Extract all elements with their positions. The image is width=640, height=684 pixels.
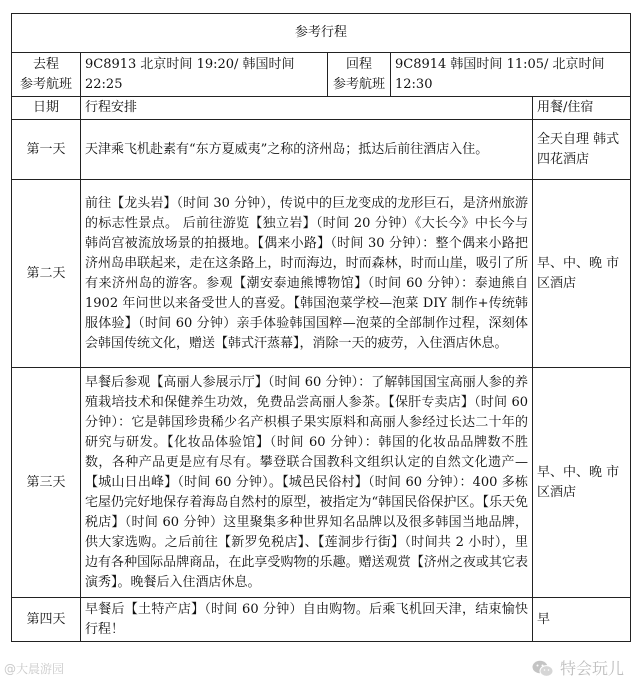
- day-label: 第四天: [12, 598, 81, 642]
- watermark-right-text: 特会玩儿: [559, 659, 624, 678]
- watermark-left: @大晨游园: [4, 662, 65, 676]
- return-label-line1: 回程: [345, 56, 372, 72]
- table-row: [12, 180, 631, 368]
- table-row: [12, 598, 631, 642]
- watermark-right: [532, 658, 624, 680]
- header-meals: 用餐/住宿: [533, 97, 631, 120]
- day-schedule: 早餐后参观【高丽人参展示厅】（时间 60 分钟）：了解韩国国宝高丽人参的养殖栽培技术和保健养生功效，免费品尝高丽人参茶。【保肝专卖店】（时间 60 分钟）：它是韩国珍贵稀少名产枳椇子果实原料和高丽人参经过长达二十年的研究与研发。【化妆品体验馆】（时间 60 分钟）：韩国的化妆品品牌数不胜数，各种产品更是应有尽有。攀登联合国教科文组织认定的自然文化遗产—【城山日出峰】（时间 60 分钟）。【城邑民俗村】（时间 60 分钟）：400 多栋宅屋仍完好地保存着海岛自然村的原型，被指定为“韩国民俗保护区。【乐天免税店】（时间 60 分钟）这里聚集多种世界知名品牌以及很多韩国当地品牌，供大家选购。之后前往【新罗免税店】、【莲洞步行街】（时间共 2 小时），里边有各种国际品牌商品，在此享受购物的乐趣。赠送观赏【济州之夜或其它表演秀】。晚餐后入住酒店休息。: [81, 368, 533, 598]
- header-date: 日期: [12, 97, 81, 120]
- header-row: [12, 97, 631, 120]
- day-schedule: 前往【龙头岩】（时间 30 分钟），传说中的巨龙变成的龙形巨石，是济州旅游的标志性景点。 后前往游览【独立岩】（时间 20 分钟）《大长今》中长今与韩尚宫被流放场景的拍摄地。【偶来小路】（时间 30 分钟）：整个偶来小路把济州岛串联起来，走在这条路上，时而海边，时而森林，时而山崖，吸引了所有来济州岛的游客。参观【潮安泰迪熊博物馆】（时间 60 分钟）：泰迪熊自 1902 年问世以来备受世人的喜爱。【韩国泡菜学校—泡菜 DIY 制作+传统韩服体验】（时间 60 分钟）亲手体验韩国国粹—泡菜的全部制作过程，深刻体会韩国传统文化，赠送【韩式汗蒸幕】，消除一天的疲劳，入住酒店休息。: [81, 180, 533, 368]
- title-row: [12, 14, 631, 53]
- outbound-label: [12, 53, 81, 97]
- itinerary-table: [11, 13, 631, 642]
- return-flight-info: 9C8914 韩国时间 11:05/ 北京时间 12:30: [391, 53, 631, 97]
- day-label: 第三天: [12, 368, 81, 598]
- outbound-flight-info: 9C8913 北京时间 19:20/ 韩国时间 22:25: [81, 53, 328, 97]
- wechat-icon: [532, 659, 554, 679]
- day-meals: 早: [533, 598, 631, 642]
- day-meals: 全天自理 韩式四花酒店: [533, 120, 631, 180]
- day-schedule: 早餐后【土特产店】（时间 60 分钟）自由购物。后乘飞机回天津，结束愉快行程！: [81, 598, 533, 642]
- table-title: 参考行程: [12, 14, 631, 53]
- return-label: [328, 53, 391, 97]
- day-meals: 早、中、晚 市区酒店: [533, 368, 631, 598]
- return-label-line2: 参考航班: [332, 76, 385, 92]
- header-schedule: 行程安排: [81, 97, 533, 120]
- day-meals: 早、中、晚 市区酒店: [533, 180, 631, 368]
- day-label: 第一天: [12, 120, 81, 180]
- flight-row: [12, 53, 631, 97]
- outbound-label-line1: 去程: [32, 56, 59, 72]
- table-row: [12, 120, 631, 180]
- table-row: [12, 368, 631, 598]
- day-schedule: 天津乘飞机赴素有“东方夏威夷”之称的济州岛；抵达后前往酒店入住。: [81, 120, 533, 180]
- outbound-label-line2: 参考航班: [19, 76, 72, 92]
- day-label: 第二天: [12, 180, 81, 368]
